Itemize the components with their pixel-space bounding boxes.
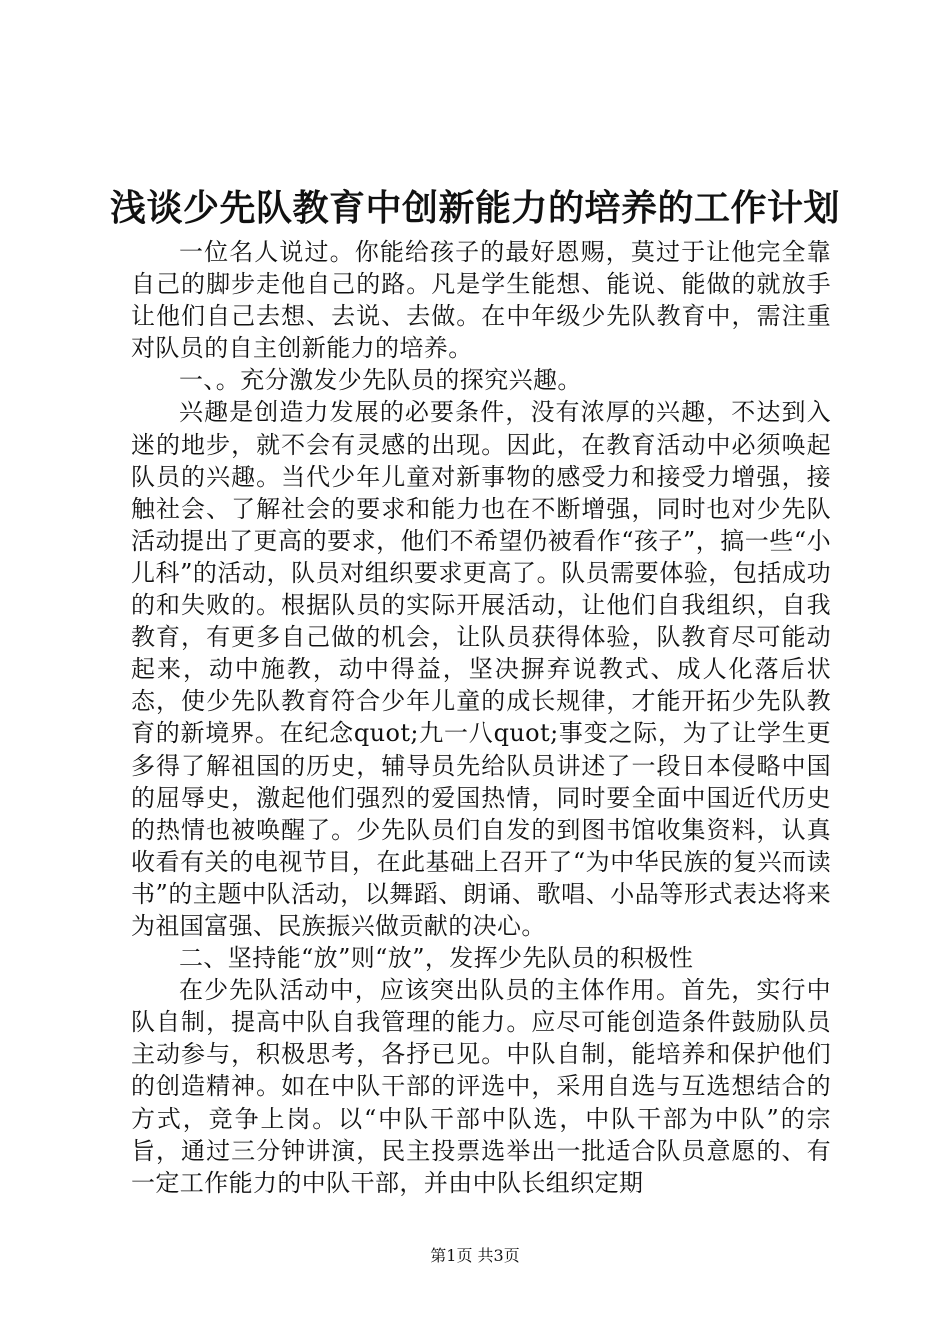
section-heading-2: 二、坚持能“放”则“放”，发挥少先队员的积极性 [179,944,694,973]
document-body [131,236,831,1199]
paragraph-intro: 一位名人说过。你能给孩子的最好恩赐，莫过于让他完全靠自己的脚步走他自己的路。凡是学生能想、能说、能做的就放手让他们自己去想、去说、去做。在中年级少先队教育中，需注重对队员的自主创新能力的培养。 [131,238,831,363]
section-heading-1: 一、。充分激发少先队员的探究兴趣。 [179,366,582,395]
page-footer: 第1页 共3页 [430,1246,520,1265]
document-title: 浅谈少先队教育中创新能力的培养的工作计划 [109,187,840,229]
paragraph-section-1: 兴趣是创造力发展的必要条件，没有浓厚的兴趣，不达到入迷的地步，就不会有灵感的出现。因此，在教育活动中必须唤起队员的兴趣。当代少年儿童对新事物的感受力和接受力增强，接触社会、了解社会的要求和能力也在不断增强，同时也对少先队活动提出了更高的要求，他们不希望仍被看作“孩子”，搞一些“小儿科”的活动，队员对组织要求更高了。队员需要体验，包括成功的和失败的。根据队员的实际开展活动，让他们自我组织，自我教育，有更多自己做的机会，让队员获得体验，队教育尽可能动起来，动中施教，动中得益，坚决摒弃说教式、成人化落后状态，使少先队教育符合少年儿童的成长规律，才能开拓少先队教育的新境界。在纪念quot;九一八quot;事变之际，为了让学生更多得了解祖国的历史，辅导员先给队员讲述了一段日本侵略中国的屈辱史，激起他们强烈的爱国热情，同时要全面中国近代历史的热情也被唤醒了。少先队员们自发的到图书馆收集资料，认真收看有关的电视节目，在此基础上召开了“为中华民族的复兴而读书”的主题中队活动，以舞蹈、朗诵、歌唱、小品等形式表达将来为祖国富强、民族振兴做贡献的决心。 [131,398,831,940]
paragraph-section-2: 在少先队活动中，应该突出队员的主体作用。首先，实行中队自制，提高中队自我管理的能力。应尽可能创造条件鼓励队员主动参与，积极思考，各抒已见。中队自制，能培养和保护他们的创造精神。如在中队干部的评选中，采用自选与互选想结合的方式，竞争上岗。以“中队干部中队选，中队干部为中队”的宗旨，通过三分钟讲演，民主投票选举出一批适合队员意愿的、有一定工作能力的中队干部，并由中队长组织定期 [131,976,831,1197]
